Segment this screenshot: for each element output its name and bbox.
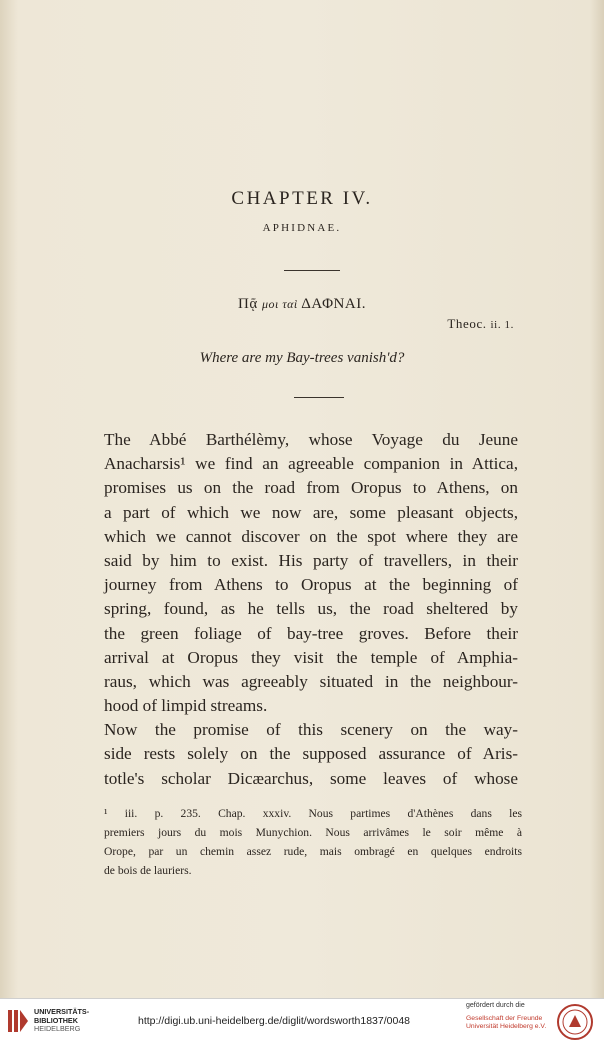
divider-top (284, 270, 340, 271)
footer-bar (0, 998, 604, 1043)
chapter-subtitle: APHIDNAE. (262, 222, 342, 234)
library-name-line2: BIBLIOTHEK (34, 1015, 78, 1025)
funder-line2: Universität Heidelberg e.V. (466, 1023, 547, 1031)
footnote-line: premiers jours du mois Munychion. Nous arrivâmes le soir même à (104, 826, 522, 839)
body-line: raus, which was agreeably situated in the neighbour- (104, 671, 518, 691)
body-line: hood of limpid streams. (104, 696, 268, 716)
body-line: The Abbé Barthélèmy, whose Voyage du Jeune (104, 430, 518, 449)
body-line: journey from Athens to Oropus at the beginning of (104, 575, 518, 595)
body-line: a part of which we now are, some pleasant objects, (104, 502, 518, 522)
chapter-title: CHAPTER IV. (231, 188, 373, 209)
library-name-line3: HEIDELBERG (34, 1024, 81, 1034)
funder-name (466, 1015, 546, 1031)
footnote-line: ¹ iii. p. 235. Chap. xxxiv. Nous partimes d'Athènes dans les (104, 807, 522, 820)
epigraph-citation (447, 316, 514, 332)
library-name (34, 1008, 89, 1034)
citation-author: Theoc. (447, 316, 487, 331)
footnote (104, 804, 522, 880)
greek-epigraph-b: μοι ταὶ (261, 297, 298, 311)
greek-epigraph-c: ΔΑΦΝΑΙ. (301, 296, 366, 312)
divider-bottom (294, 397, 344, 398)
body-line: which we cannot discover on the spot where they are (104, 526, 518, 546)
body-line: Anacharsis¹ we find an agreeable companion in Attica, (104, 454, 518, 474)
footnote-line: de bois de lauriers. (104, 864, 192, 877)
university-seal-icon (556, 1003, 594, 1041)
body-text (104, 428, 518, 791)
funder-line1: Gesellschaft der Freunde (466, 1015, 543, 1022)
body-line: said by him to exist. His party of travellers, in their (104, 550, 518, 570)
body-line: side rests solely on the supposed assurance of Aris- (104, 744, 518, 764)
permalink-url[interactable]: http://digi.ub.uni-heidelberg.de/diglit/wordsworth1837/0048 (138, 1015, 411, 1027)
body-line: spring, found, as he tells us, the road sheltered by (104, 599, 518, 619)
citation-ref: ii. 1. (490, 319, 514, 331)
body-line: Now the promise of this scenery on the way- (104, 720, 518, 740)
library-logo-icon (6, 1007, 30, 1035)
body-line: totle's scholar Dicæarchus, some leaves of whose (104, 768, 518, 788)
epigraph-translation: Where are my Bay-trees vanish'd? (199, 350, 405, 366)
body-line: the green foliage of bay-tree groves. Before their (104, 623, 518, 643)
body-line: promises us on the road from Oropus to Athens, on (104, 478, 518, 498)
footnote-line: Orope, par un chemin assez rude, mais ombragé en quelques endroits (104, 845, 522, 858)
body-line: arrival at Oropus they visit the temple of Amphia- (104, 647, 518, 667)
greek-epigraph-a: Πᾷ (238, 296, 258, 312)
greek-epigraph (0, 296, 604, 313)
funded-by-label: gefördert durch die (466, 1002, 525, 1009)
library-name-line1: UNIVERSITÄTS- (34, 1007, 90, 1016)
